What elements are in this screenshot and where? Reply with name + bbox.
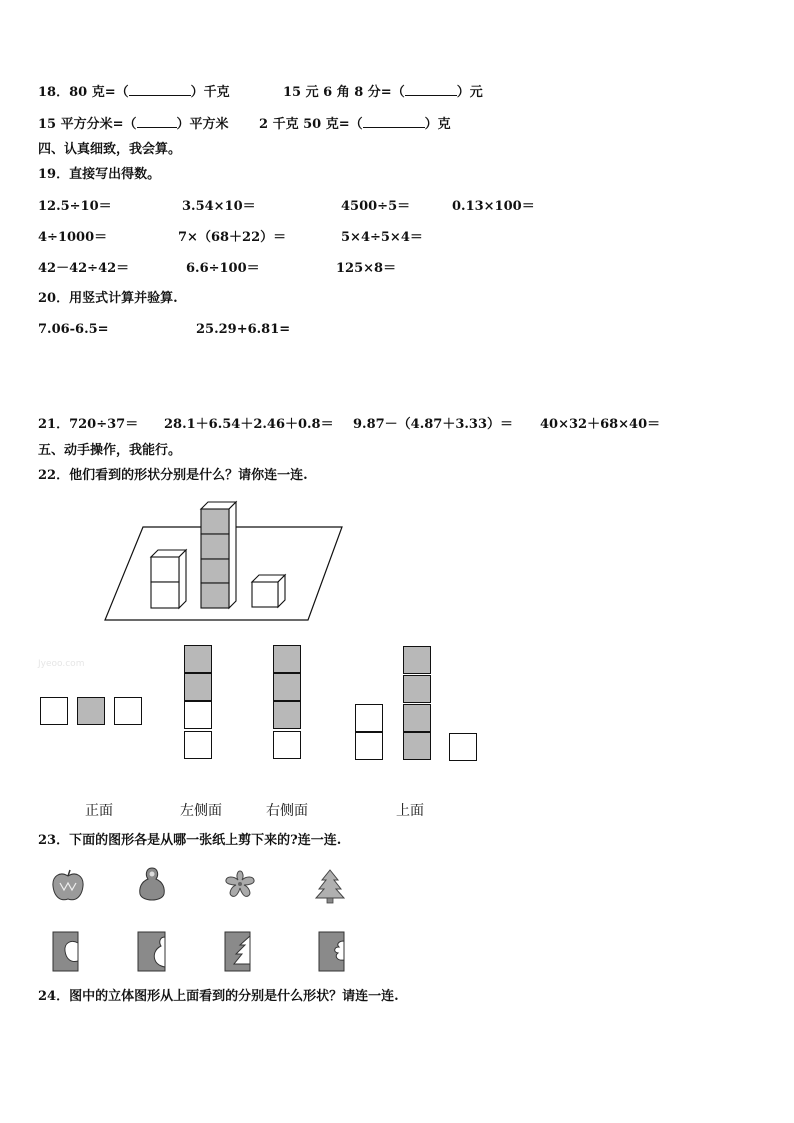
view-square (273, 731, 301, 759)
view-label-left: 左侧面 (180, 803, 222, 819)
cube-arrangement-figure (100, 495, 350, 625)
q19-item: 12.5÷10＝ (38, 199, 112, 214)
q21-item: 21．720÷37＝ (38, 417, 139, 432)
q20-title: 20．用竖式计算并验算. (38, 291, 178, 306)
view-square (114, 697, 142, 725)
view-square (403, 704, 431, 732)
section-5-heading: 五、动手操作，我能行。 (38, 443, 182, 458)
q18-unit: ）千克 (190, 85, 230, 100)
q21-item: 40×32＋68×40＝ (540, 417, 661, 432)
paper-cutout-apple-icon (50, 929, 82, 973)
view-square (403, 675, 431, 703)
tree-cutout-icon (314, 868, 346, 904)
answer-blank[interactable] (363, 115, 425, 128)
q19-item: 7×（68＋22）＝ (178, 230, 287, 245)
view-square (273, 673, 301, 701)
view-square (403, 732, 431, 760)
q19-item: 0.13×100＝ (452, 199, 535, 214)
q18-line1-right (283, 83, 483, 101)
view-square (184, 645, 212, 673)
q21-item: 28.1＋6.54＋2.46＋0.8＝ (164, 417, 334, 432)
view-square (77, 697, 105, 725)
view-square (403, 646, 431, 674)
view-square (184, 673, 212, 701)
paper-cutout-tree-icon (222, 929, 254, 973)
answer-blank[interactable] (405, 83, 457, 96)
q23-title: 23．下面的图形各是从哪一张纸上剪下来的?连一连. (38, 833, 342, 848)
view-square (273, 645, 301, 673)
q18-unit: ）克 (424, 117, 451, 132)
view-square (184, 701, 212, 729)
q21-item: 9.87－（4.87＋3.33）＝ (353, 417, 513, 432)
q19-item: 125×8＝ (336, 261, 397, 276)
view-square (355, 732, 383, 760)
q18-text: 18．80 克=（ (38, 85, 129, 100)
q19-item: 42－42÷42＝ (38, 261, 130, 276)
q18-line2-left (38, 115, 229, 133)
answer-blank[interactable] (137, 115, 177, 128)
q18-unit: ）平方米 (176, 117, 229, 132)
view-square (184, 731, 212, 759)
q19-item: 4÷1000＝ (38, 230, 108, 245)
q18-text: 2 千克 50 克=（ (259, 117, 363, 132)
view-square (273, 701, 301, 729)
view-square (355, 704, 383, 732)
flower-cutout-icon (222, 868, 258, 902)
q20-item: 25.29+6.81= (196, 322, 291, 337)
gourd-cutout-icon (137, 866, 167, 904)
answer-blank[interactable] (129, 83, 191, 96)
section-4-heading: 四、认真细致，我会算。 (38, 142, 182, 157)
q19-item: 5×4÷5×4＝ (341, 230, 423, 245)
apple-cutout-icon (50, 868, 86, 904)
q19-title: 19．直接写出得数。 (38, 167, 161, 182)
q18-unit: ）元 (456, 85, 483, 100)
view-square (40, 697, 68, 725)
paper-cutout-flower-icon (316, 929, 348, 973)
q20-item: 7.06-6.5= (38, 322, 109, 337)
q19-item: 3.54×10＝ (182, 199, 256, 214)
q22-title: 22．他们看到的形状分别是什么？请你连一连. (38, 468, 308, 483)
watermark: Jyeoo.com (38, 659, 85, 669)
q18-line1-left (38, 83, 230, 101)
q18-text: 15 元 6 角 8 分=（ (283, 85, 405, 100)
q18-text: 15 平方分米=（ (38, 117, 137, 132)
view-label-front: 正面 (85, 803, 113, 819)
view-label-right: 右侧面 (266, 803, 308, 819)
q24-title: 24．图中的立体图形从上面看到的分别是什么形状？请连一连. (38, 989, 399, 1004)
q19-item: 6.6÷100＝ (186, 261, 260, 276)
q19-item: 4500÷5＝ (341, 199, 411, 214)
view-square (449, 733, 477, 761)
paper-cutout-gourd-icon (135, 929, 169, 973)
view-label-top: 上面 (396, 803, 424, 819)
q18-line2-right (259, 115, 451, 133)
